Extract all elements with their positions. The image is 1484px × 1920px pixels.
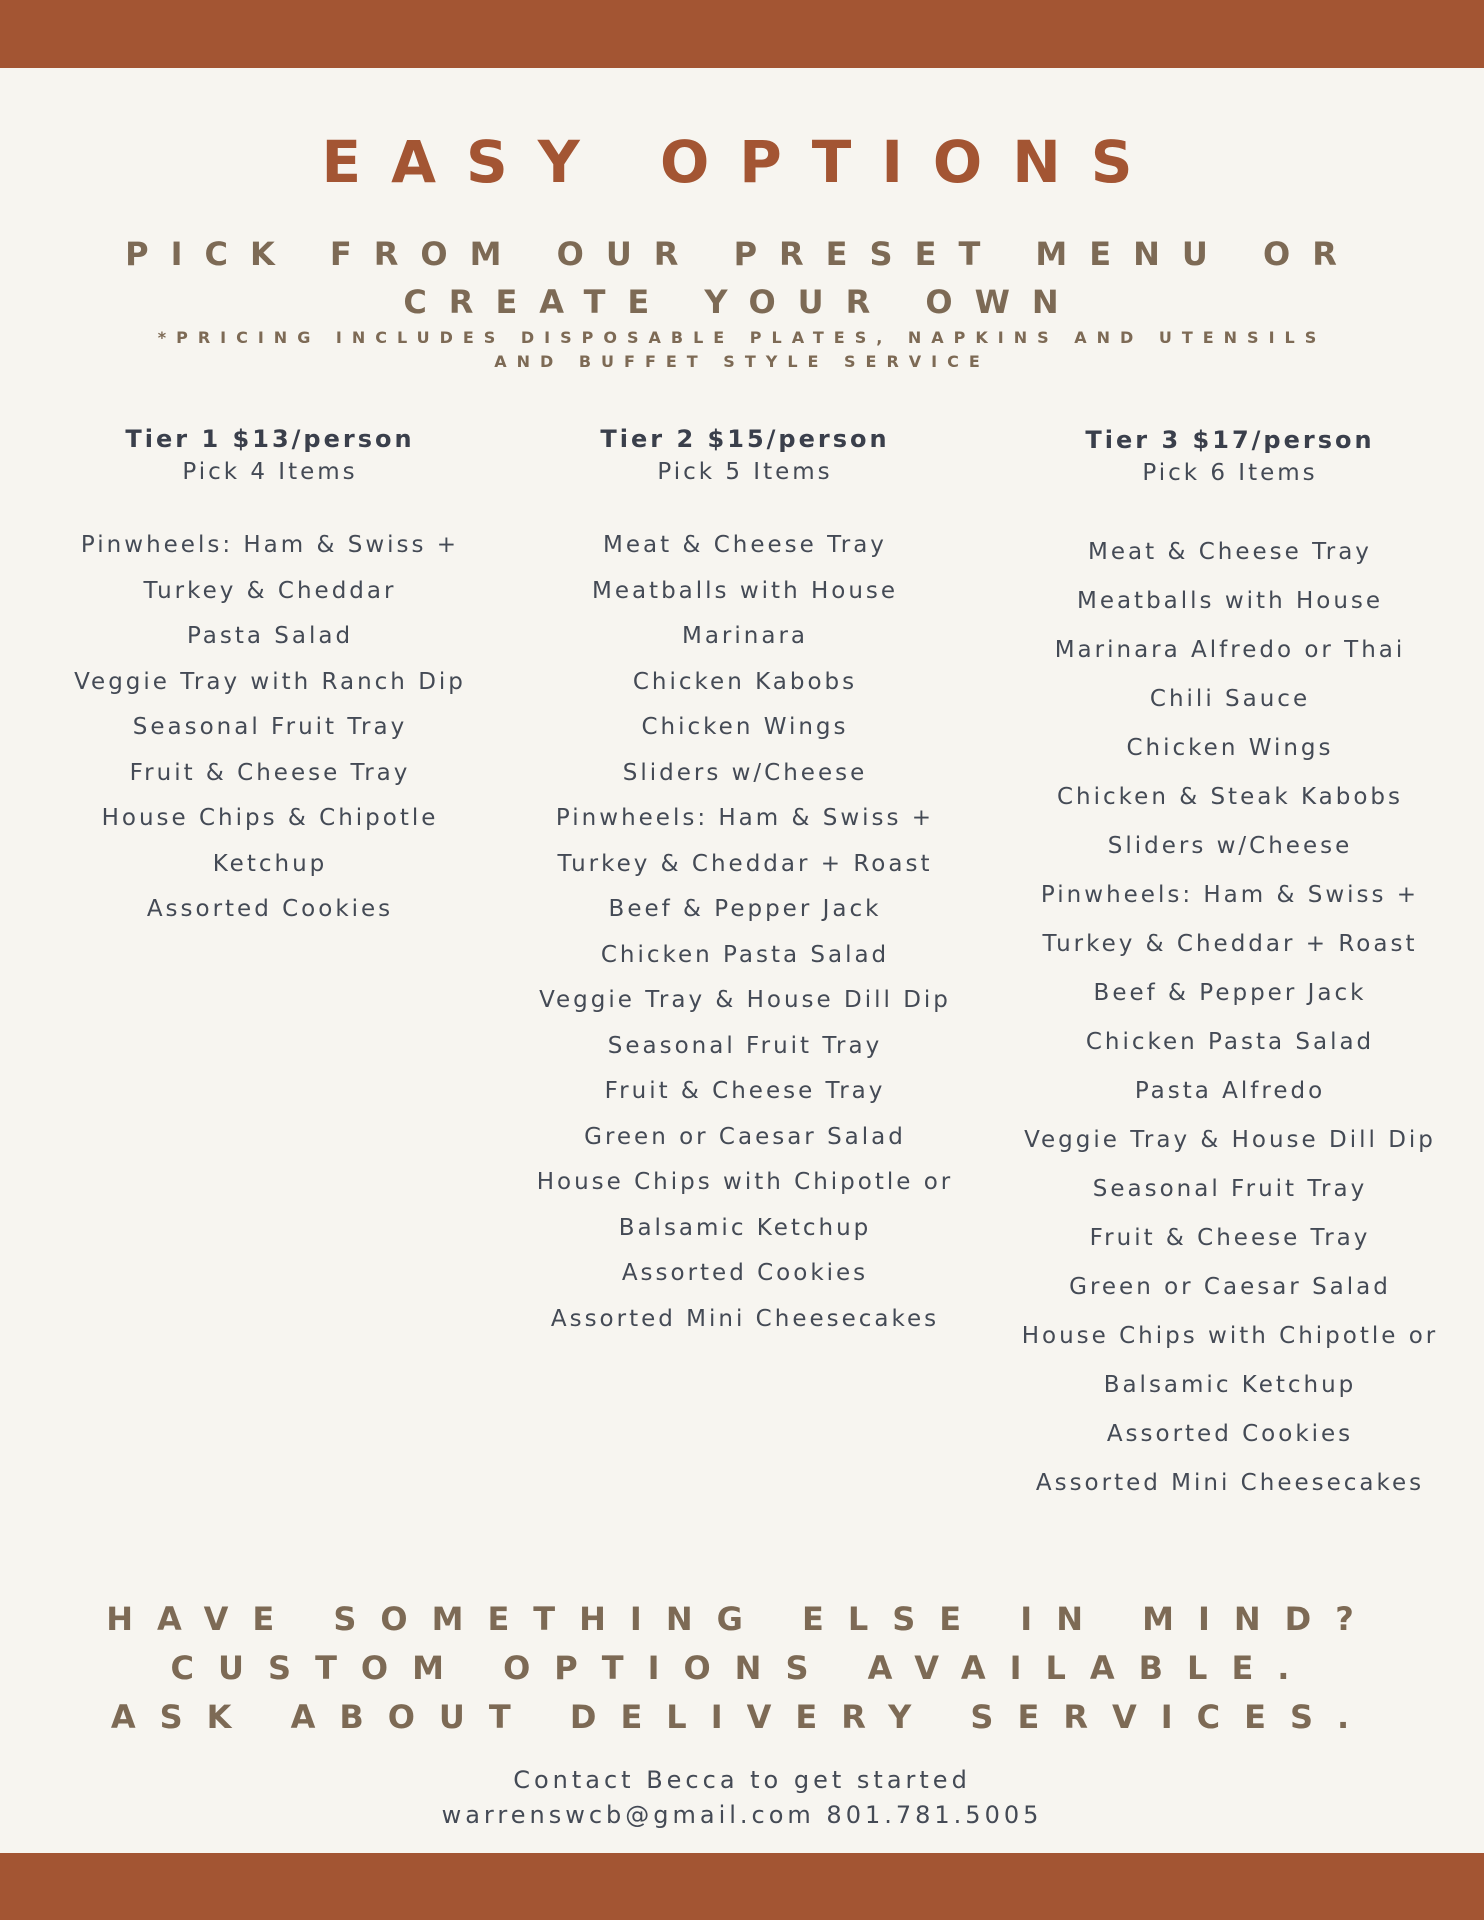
menu-item: Seasonal Fruit Tray [132, 714, 408, 740]
menu-item: Sliders w/Cheese [622, 759, 868, 786]
menu-item: Meatballs with House [591, 577, 899, 604]
subtitle [80, 230, 1404, 326]
pricing-note-line-1: *PRICING INCLUDES DISPOSABLE PLATES, NAPKINS AND UTENSILS [157, 328, 1327, 347]
menu-item: Veggie Tray & House Dill Dip [539, 987, 951, 1013]
tier-3-column [990, 424, 1470, 1508]
bottom-band [0, 1853, 1484, 1920]
menu-item: Seasonal Fruit Tray [1092, 1176, 1368, 1202]
menu-item: Veggie Tray with Ranch Dip [74, 668, 466, 695]
menu-item: Chicken Wings [641, 714, 849, 740]
page-title: EASY OPTIONS [321, 128, 1163, 196]
menu-item: Meat & Cheese Tray [603, 532, 887, 558]
tier-heading: Tier 1 $13/person [125, 425, 415, 453]
menu-item: Green or Caesar Salad [584, 1123, 906, 1150]
menu-item: Green or Caesar Salad [1069, 1274, 1391, 1300]
menu-item: Turkey & Cheddar + Roast [1042, 931, 1418, 957]
menu-item: Chicken & Steak Kabobs [1057, 784, 1403, 810]
menu-item: Veggie Tray & House Dill Dip [1024, 1127, 1436, 1153]
menu-item: Chicken Kabobs [632, 668, 858, 695]
tier-item-list [40, 523, 500, 933]
menu-item: Beef & Pepper Jack [608, 896, 882, 922]
menu-item: Balsamic Ketchup [1103, 1372, 1357, 1398]
menu-item: Chicken Pasta Salad [1085, 1029, 1375, 1055]
menu-item: Fruit & Cheese Tray [1089, 1225, 1371, 1251]
menu-item: Seasonal Fruit Tray [607, 1032, 883, 1059]
contact-line: Contact Becca to get started [513, 1766, 971, 1794]
cta-line-1: HAVE SOMETHING ELSE IN MIND? [106, 1600, 1378, 1638]
menu-item: Chicken Pasta Salad [600, 941, 890, 968]
menu-item: Pinwheels: Ham & Swiss + [80, 532, 460, 558]
menu-item: House Chips with Chipotle or [536, 1169, 954, 1195]
top-band [0, 0, 1484, 68]
menu-item: Chicken Wings [1126, 735, 1334, 761]
tier-pick-count: Pick 5 Items [657, 459, 833, 485]
menu-item: Fruit & Cheese Tray [129, 759, 411, 786]
menu-item: Assorted Cookies [621, 1260, 869, 1286]
menu-item: Meat & Cheese Tray [1088, 539, 1372, 565]
pricing-note [150, 326, 1334, 374]
menu-item: House Chips & Chipotle [101, 805, 439, 831]
tier-pick-count: Pick 6 Items [1142, 460, 1318, 486]
menu-item: Balsamic Ketchup [618, 1214, 872, 1241]
menu-item: Marinara Alfredo or Thai [1054, 637, 1406, 663]
menu-item: Fruit & Cheese Tray [604, 1078, 886, 1104]
menu-item: Chili Sauce [1149, 686, 1311, 712]
menu-item: Sliders w/Cheese [1107, 833, 1353, 859]
menu-item: Assorted Cookies [146, 896, 394, 922]
menu-item: Pinwheels: Ham & Swiss + [1040, 882, 1420, 908]
menu-item: Pasta Alfredo [1134, 1078, 1326, 1104]
pricing-note-line-2: AND BUFFET STYLE SERVICE [494, 352, 990, 371]
subtitle-line-1: PICK FROM OUR PRESET MENU OR [125, 235, 1359, 273]
menu-item: Assorted Mini Cheesecakes [1035, 1470, 1425, 1496]
tier-item-list [515, 523, 975, 1342]
subtitle-line-2: CREATE YOUR OWN [403, 283, 1081, 321]
tier-2-column [515, 423, 975, 1342]
call-to-action [60, 1595, 1424, 1742]
tier-pick-count: Pick 4 Items [182, 459, 358, 485]
contact-email-phone: warrenswcb@gmail.com 801.781.5005 [441, 1801, 1043, 1829]
menu-item: House Chips with Chipotle or [1021, 1323, 1439, 1349]
tier-heading: Tier 2 $15/person [600, 425, 890, 453]
cta-line-3: ASK ABOUT DELIVERY SERVICES. [110, 1698, 1374, 1736]
menu-item: Turkey & Cheddar [143, 577, 397, 604]
menu-item: Meatballs with House [1076, 588, 1384, 614]
menu-item: Assorted Mini Cheesecakes [550, 1305, 940, 1332]
menu-item: Pinwheels: Ham & Swiss + [555, 805, 935, 831]
menu-item: Ketchup [212, 850, 328, 877]
contact-info [0, 1763, 1484, 1833]
tier-heading: Tier 3 $17/person [1085, 426, 1375, 454]
cta-line-2: CUSTOM OPTIONS AVAILABLE. [170, 1649, 1314, 1687]
menu-item: Pasta Salad [186, 623, 354, 649]
menu-item: Assorted Cookies [1106, 1421, 1354, 1447]
menu-item: Turkey & Cheddar + Roast [557, 850, 933, 877]
menu-item: Beef & Pepper Jack [1093, 980, 1367, 1006]
tier-item-list [990, 528, 1470, 1508]
menu-item: Marinara [681, 623, 808, 649]
tier-1-column [40, 423, 500, 933]
